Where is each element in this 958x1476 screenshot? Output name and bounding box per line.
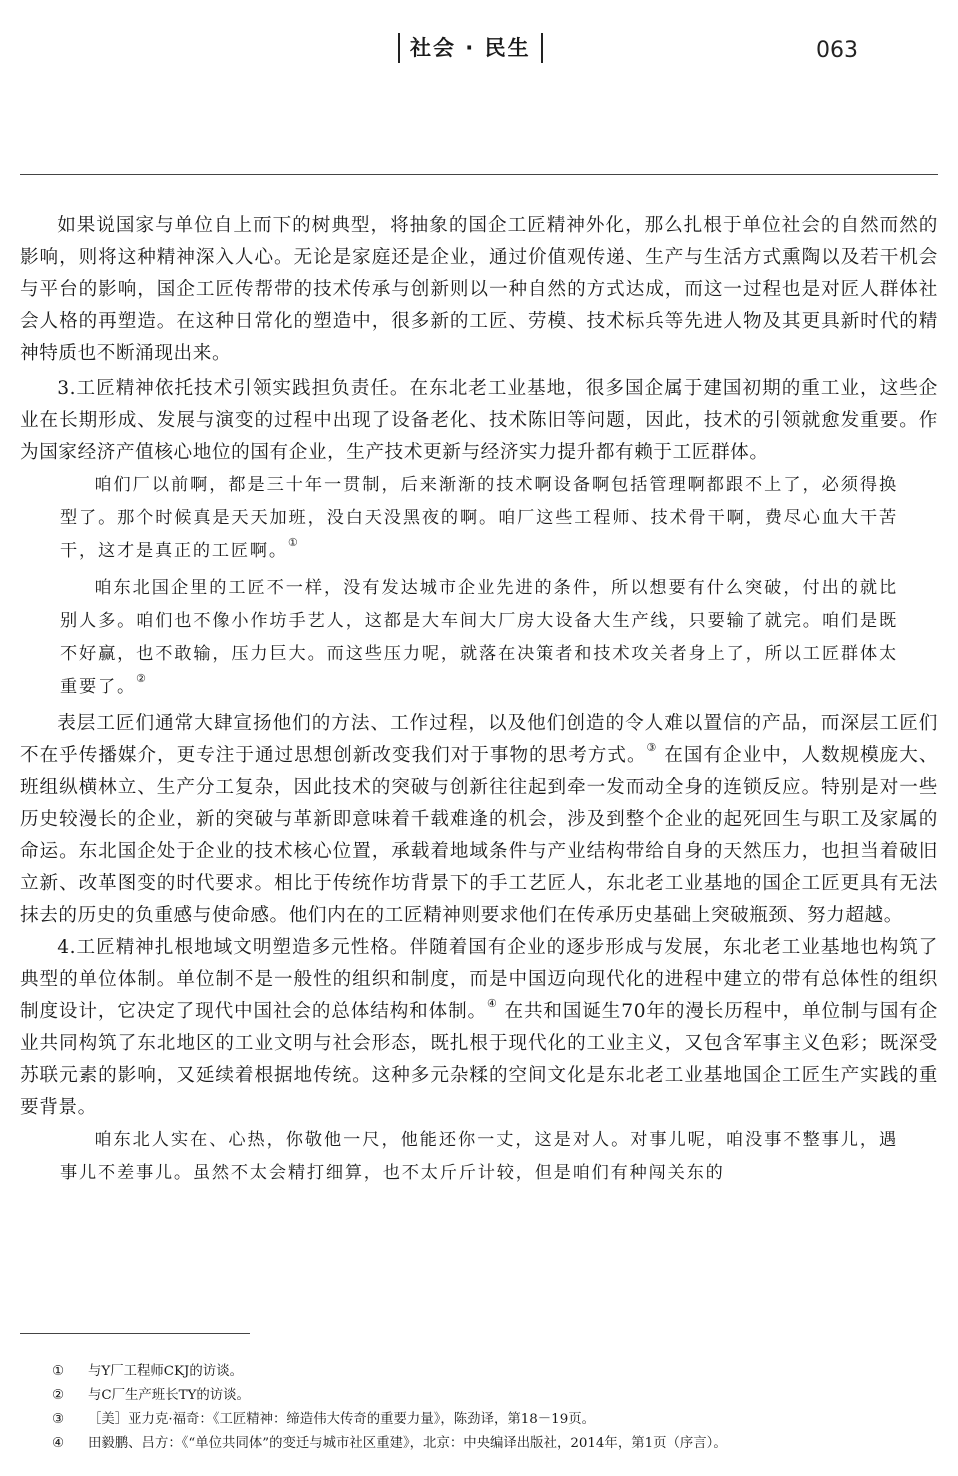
paragraph-4-text-b: 在共和国诞生70年的漫长历程中，单位制与国有企业共同构筑了东北地区的工业文明与社会形态，既扎根于现代化的工业主义，又包含军事主义色彩；既深受苏联元素的影响，又延续着根据地传统。这种多元杂糅的空间文化是东北老工业基地国企工匠生产实践的重要背景。	[20, 1001, 938, 1118]
footnote-1-mark: ①	[52, 1364, 65, 1379]
section-title: 社会 · 民生	[398, 33, 543, 63]
footnote-1	[52, 1360, 932, 1384]
footnote-2-mark: ②	[52, 1388, 65, 1403]
paragraph-4-text-a: 4.工匠精神扎根地域文明塑造多元性格。伴随着国有企业的逐步形成与发展，东北老工业基地也构筑了典型的单位体制。单位制不是一般性的组织和制度，而是中国迈向现代化的进程中建立的带有总体性的组织制度设计，它决定了现代中国社会的总体结构和体制。	[20, 937, 938, 1022]
footnotes	[52, 1360, 932, 1456]
article-body	[20, 210, 938, 1190]
interview-quote-2	[60, 572, 898, 704]
footnote-ref-2[interactable]: ②	[135, 672, 148, 686]
interview-quote-1	[60, 469, 898, 568]
paragraph-3-text-b: 在国有企业中，人数规模庞大、班组纵横林立、生产分工复杂，因此技术的突破与创新往往起到牵一发而动全身的连锁反应。特别是对一些历史较漫长的企业，新的突破与革新即意味着千载难逢的机会，涉及到整个企业的起死回生与职工及家属的命运。东北国企处于企业的技术核心位置，承载着地域条件与产业结构带给自身的天然压力，也担当着破旧立新、改革图变的时代要求。相比于传统作坊背景下的手工艺匠人，东北老工业基地的国企工匠更具有无法抹去的历史的负重感与使命感。他们内在的工匠精神则要求他们在传承历史基础上突破瓶颈、努力超越。	[20, 745, 939, 926]
page-header	[0, 0, 958, 80]
footnote-4-mark: ④	[52, 1436, 65, 1451]
footnote-1-text: 与Y厂工程师CKJ的访谈。	[88, 1364, 243, 1379]
footnote-ref-3[interactable]: ③	[646, 740, 658, 754]
paragraph-3-text-a: 表层工匠们通常大肆宣扬他们的方法、工作过程，以及他们创造的令人难以置信的产品，而深层工匠们不在乎传播媒介，更专注于通过思想创新改变我们对于事物的思考方式。	[20, 713, 938, 766]
footnote-3	[52, 1408, 932, 1432]
footnote-ref-1[interactable]: ①	[287, 536, 300, 550]
footnote-rule	[20, 1333, 250, 1334]
quote-2-text: 咱东北国企里的工匠不一样，没有发达城市企业先进的条件，所以想要有什么突破，付出的就比别人多。咱们也不像小作坊手艺人，这都是大车间大厂房大设备大生产线，只要输了就完。咱们是既不好赢，也不敢输，压力巨大。而这些压力呢，就落在决策者和技术攻关者身上了，所以工匠群体太重要了。	[60, 578, 898, 697]
footnote-3-mark: ③	[52, 1412, 65, 1427]
paragraph-4	[20, 932, 938, 1124]
footnote-2	[52, 1384, 932, 1408]
footnote-ref-4[interactable]: ④	[487, 996, 498, 1010]
footnote-3-text: ［美］亚力克·福奇：《工匠精神：缔造伟大传奇的重要力量》，陈劲译，第18－19页。	[88, 1412, 595, 1427]
page-number: 063	[816, 38, 858, 63]
footnote-4	[52, 1432, 932, 1456]
footnote-2-text: 与C厂生产班长TY的访谈。	[88, 1388, 250, 1403]
paragraph-1: 如果说国家与单位自上而下的树典型，将抽象的国企工匠精神外化，那么扎根于单位社会的自然而然的影响，则将这种精神深入人心。无论是家庭还是企业，通过价值观传递、生产与生活方式熏陶以及若干机会与平台的影响，国企工匠传帮带的技术传承与创新则以一种自然的方式达成，而这一过程也是对匠人群体社会人格的再塑造。在这种日常化的塑造中，很多新的工匠、劳模、技术标兵等先进人物及其更具新时代的精神特质也不断涌现出来。	[20, 215, 938, 364]
footnote-4-text: 田毅鹏、吕方：《“单位共同体”的变迁与城市社区重建》，北京：中央编译出版社，2014年，第1页（序言）。	[88, 1436, 727, 1451]
paragraph-2: 3.工匠精神依托技术引领实践担负责任。在东北老工业基地，很多国企属于建国初期的重工业，这些企业在长期形成、发展与演变的过程中出现了设备老化、技术陈旧等问题，因此，技术的引领就愈发重要。作为国家经济产值核心地位的国有企业，生产技术更新与经济实力提升都有赖于工匠群体。	[20, 378, 938, 463]
interview-quote-3: 咱东北人实在、心热，你敬他一尺，他能还你一丈，这是对人。对事儿呢，咱没事不整事儿，遇事儿不差事儿。虽然不太会精打细算，也不太斤斤计较，但是咱们有种闯关东的	[60, 1130, 898, 1183]
paragraph-3	[20, 708, 938, 932]
header-rule	[20, 174, 938, 175]
quote-1-text: 咱们厂以前啊，都是三十年一贯制，后来渐渐的技术啊设备啊包括管理啊都跟不上了，必须得换型了。那个时候真是天天加班，没白天没黑夜的啊。咱厂这些工程师、技术骨干啊，费尽心血大干苦干，这才是真正的工匠啊。	[60, 475, 898, 561]
